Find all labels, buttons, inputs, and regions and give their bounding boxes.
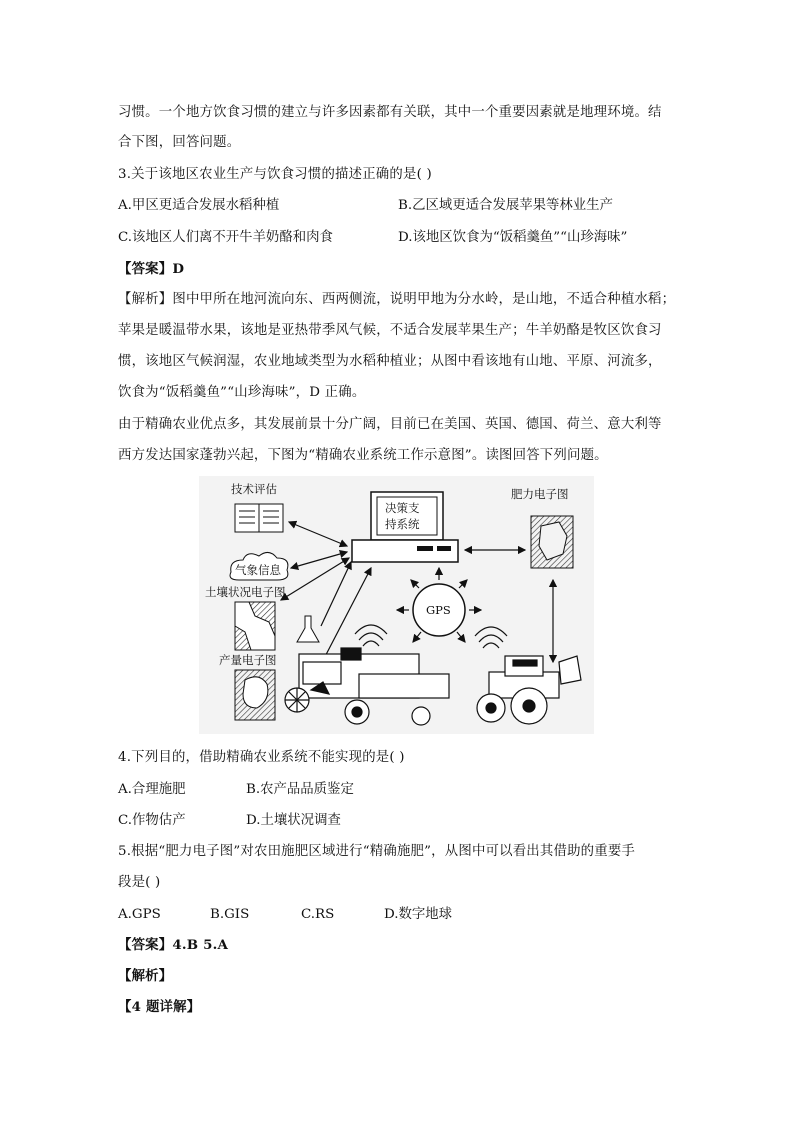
question-4-option-a: A.合理施肥: [118, 782, 186, 797]
label-weather-info: 气象信息: [235, 563, 281, 577]
question-3-analysis-line-1: 【解析】图中甲所在地河流向东、西两侧流，说明甲地为分水岭，是山地，不适合种植水稻；: [118, 292, 676, 307]
question-4-detail-label: 【4 题详解】: [118, 999, 201, 1015]
yield-map-icon: [235, 670, 275, 720]
analysis-label: 【解析】: [118, 968, 173, 984]
question-4-option-b: B.农产品品质鉴定: [246, 782, 354, 797]
question-3-option-c: C.该地区人们离不开牛羊奶酪和肉食: [118, 230, 333, 245]
passage-line-2: 西方发达国家蓬勃兴起，下图为“精确农业系统工作示意图”。读图回答下列问题。: [118, 448, 608, 463]
question-3-analysis-line-4: 饮食为“饭稻羹鱼”“山珍海味”，D 正确。: [118, 385, 366, 400]
question-3-stem: 3.关于该地区农业生产与饮食习惯的描述正确的是( ): [118, 167, 432, 182]
question-4-option-c: C.作物估产: [118, 813, 186, 828]
question-5-stem-line-2: 段是( ): [118, 875, 161, 890]
label-tech-eval: 技术评估: [231, 482, 277, 496]
question-5-option-a: A.GPS: [118, 907, 161, 922]
fertility-map-icon: [531, 516, 573, 568]
question-3-answer: 【答案】D: [118, 261, 185, 277]
question-3-option-a: A.甲区更适合发展水稻种植: [118, 198, 280, 213]
question-4-option-d: D.土壤状况调查: [246, 813, 341, 828]
soil-map-icon: [235, 602, 275, 650]
intro-line-1: 习惯。一个地方饮食习惯的建立与许多因素都有关联，其中一个重要因素就是地理环境。结: [118, 105, 662, 120]
question-4-5-answer: 【答案】4.B 5.A: [118, 937, 229, 953]
question-4-stem: 4.下列目的，借助精确农业系统不能实现的是( ): [118, 750, 405, 765]
question-3-analysis-line-2: 苹果是暖温带水果，该地是亚热带季风气候，不适合发展苹果生产；牛羊奶酪是牧区饮食习: [118, 323, 662, 338]
question-3-option-b: B.乙区域更适合发展苹果等林业生产: [398, 198, 613, 213]
label-fertility-map: 肥力电子图: [511, 487, 569, 501]
question-5-option-d: D.数字地球: [384, 907, 453, 922]
question-3-analysis-line-3: 惯，该地区气候润湿，农业地域类型为水稻种植业；从图中看该地有山地、平原、河流多，: [118, 354, 662, 369]
precision-agriculture-diagram: [199, 476, 594, 734]
intro-line-2: 合下图，回答问题。: [118, 135, 241, 150]
label-soil-map: 土壤状况电子图: [205, 585, 286, 599]
label-dss-line-1: 决策支: [385, 501, 420, 515]
book-icon: [235, 504, 283, 532]
label-gps: GPS: [426, 603, 451, 617]
label-yield-map: 产量电子图: [219, 653, 277, 667]
passage-line-1: 由于精确农业优点多，其发展前景十分广阔，目前已在美国、英国、德国、荷兰、意大利等: [118, 417, 662, 432]
question-5-option-c: C.RS: [301, 907, 335, 922]
question-5-stem-line-1: 5.根据“肥力电子图”对农田施肥区域进行“精确施肥”，从图中可以看出其借助的重要手: [118, 844, 636, 859]
label-dss-line-2: 持系统: [385, 517, 420, 531]
question-3-option-d: D.该地区饮食为“饭稻羹鱼”“山珍海味”: [398, 230, 628, 245]
question-5-option-b: B.GIS: [210, 907, 250, 922]
